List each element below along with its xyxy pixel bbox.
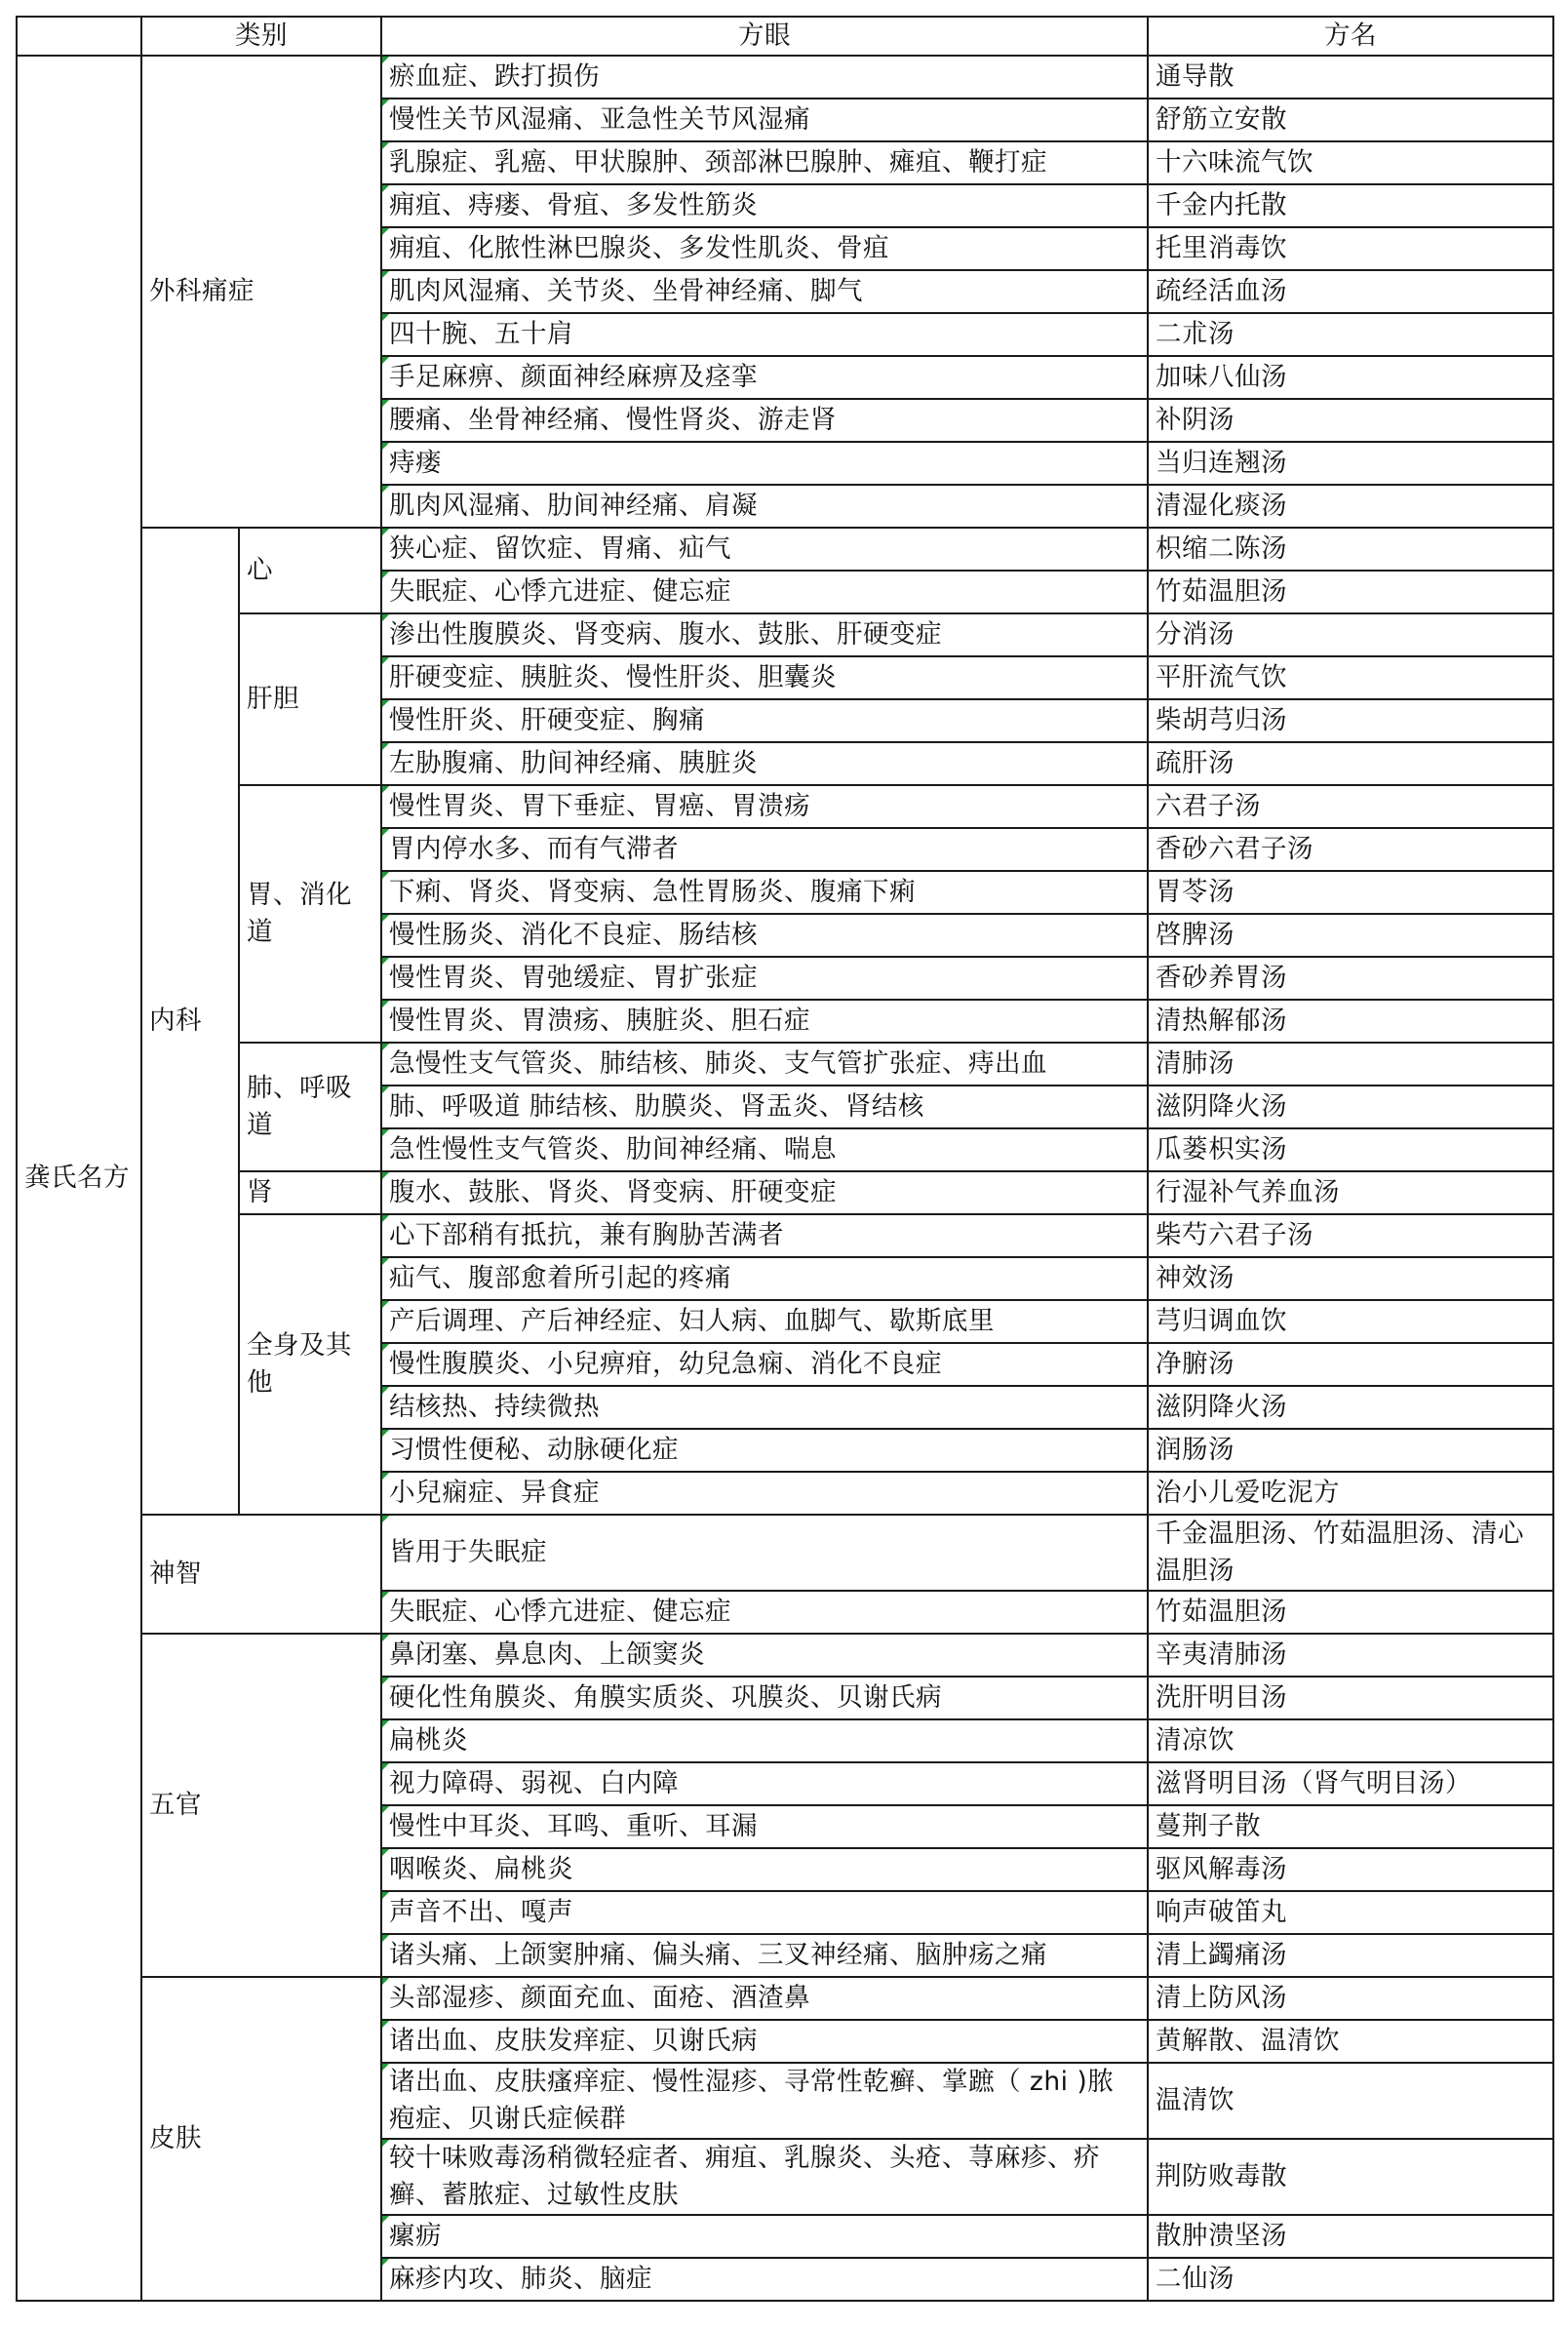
formula-cell: 驱风解毒汤 [1148,1848,1553,1891]
table-row [17,1171,1553,1214]
formula-cell: 散肿溃坚汤 [1148,2215,1553,2258]
formula-cell: 滋阴降火汤 [1148,1086,1553,1128]
formula-cell: 六君子汤 [1148,785,1553,828]
formula-cell: 啓脾汤 [1148,914,1553,957]
header-blank-cell [17,17,141,56]
root-label-cell: 龚氏名方 [17,56,141,2301]
header-symptom: 方眼 [381,17,1148,56]
group-pifu: 皮肤 [141,1977,381,2301]
symptom-cell: 腰痛、坐骨神经痛、慢性肾炎、游走肾 [381,399,1148,442]
symptom-cell: 手足麻痹、颜面神经麻痹及痉挛 [381,356,1148,399]
formula-cell: 清上蠲痛汤 [1148,1934,1553,1977]
group-waike: 外科痛症 [141,56,381,528]
symptom-cell: 痈疽、痔瘘、骨疽、多发性筋炎 [381,184,1148,227]
symptom-cell: 视力障碍、弱视、白内障 [381,1762,1148,1805]
prescription-sheet [16,16,1554,2302]
formula-cell: 瓜蒌枳实汤 [1148,1128,1553,1171]
symptom-cell: 瘀血症、跌打损伤 [381,56,1148,99]
table-row [17,1977,1553,2020]
formula-cell: 行湿补气养血汤 [1148,1171,1553,1214]
symptom-cell: 习惯性便秘、动脉硬化症 [381,1429,1148,1472]
table-row [17,528,1553,571]
symptom-cell: 乳腺症、乳癌、甲状腺肿、颈部淋巴腺肿、瘫疽、鞭打症 [381,141,1148,184]
header-formula: 方名 [1148,17,1553,56]
formula-cell: 疏经活血汤 [1148,270,1553,313]
subgroup-gandan: 肝胆 [239,613,381,785]
formula-cell: 清湿化痰汤 [1148,485,1553,528]
symptom-cell: 小兒痫症、异食症 [381,1472,1148,1515]
formula-cell: 千金内托散 [1148,184,1553,227]
symptom-cell: 鼻闭塞、鼻息肉、上颌窦炎 [381,1634,1148,1677]
formula-cell: 加味八仙汤 [1148,356,1553,399]
table-row [17,785,1553,828]
formula-cell: 香砂六君子汤 [1148,828,1553,871]
symptom-cell: 诸出血、皮肤瘙痒症、慢性湿疹、寻常性乾癣、掌蹠（ zhi )脓疱症、贝谢氏症候群 [381,2063,1148,2139]
formula-cell: 辛夷清肺汤 [1148,1634,1553,1677]
symptom-cell: 皆用于失眠症 [381,1515,1148,1591]
table-row [17,613,1553,656]
formula-cell: 香砂养胃汤 [1148,957,1553,1000]
symptom-cell: 心下部稍有抵抗，兼有胸胁苦满者 [381,1214,1148,1257]
prescription-table [16,16,1554,2302]
group-shenzhi: 神智 [141,1515,381,1634]
formula-cell: 胃苓汤 [1148,871,1553,914]
formula-cell: 平肝流气饮 [1148,656,1553,699]
symptom-cell: 瘰疬 [381,2215,1148,2258]
symptom-cell: 产后调理、产后神经症、妇人病、血脚气、歇斯底里 [381,1300,1148,1343]
formula-cell: 洗肝明目汤 [1148,1677,1553,1719]
table-row [17,1515,1553,1591]
formula-cell: 温清饮 [1148,2063,1553,2139]
symptom-cell: 咽喉炎、扁桃炎 [381,1848,1148,1891]
symptom-cell: 渗出性腹膜炎、肾变病、腹水、鼓胀、肝硬变症 [381,613,1148,656]
formula-cell: 千金温胆汤、竹茹温胆汤、清心温胆汤 [1148,1515,1553,1591]
symptom-cell: 慢性肝炎、肝硬变症、胸痛 [381,699,1148,742]
formula-cell: 治小儿爱吃泥方 [1148,1472,1553,1515]
symptom-cell: 肝硬变症、胰脏炎、慢性肝炎、胆囊炎 [381,656,1148,699]
subgroup-fei: 肺、呼吸道 [239,1043,381,1171]
formula-cell: 舒筋立安散 [1148,99,1553,141]
formula-cell: 二仙汤 [1148,2258,1553,2301]
formula-cell: 芎归调血饮 [1148,1300,1553,1343]
formula-cell: 十六味流气饮 [1148,141,1553,184]
symptom-cell: 慢性肠炎、消化不良症、肠结核 [381,914,1148,957]
formula-cell: 滋阴降火汤 [1148,1386,1553,1429]
symptom-cell: 左胁腹痛、肋间神经痛、胰脏炎 [381,742,1148,785]
symptom-cell: 肌肉风湿痛、肋间神经痛、肩凝 [381,485,1148,528]
symptom-cell: 慢性胃炎、胃溃疡、胰脏炎、胆石症 [381,1000,1148,1043]
formula-cell: 清上防风汤 [1148,1977,1553,2020]
symptom-cell: 下痢、肾炎、肾变病、急性胃肠炎、腹痛下痢 [381,871,1148,914]
group-neike: 内科 [141,528,239,1515]
subgroup-shen: 肾 [239,1171,381,1214]
symptom-cell: 慢性腹膜炎、小兒痹疳，幼兒急痫、消化不良症 [381,1343,1148,1386]
header-category: 类别 [141,17,381,56]
formula-cell: 竹茹温胆汤 [1148,1591,1553,1634]
symptom-cell: 麻疹内攻、肺炎、脑症 [381,2258,1148,2301]
symptom-cell: 急慢性支气管炎、肺结核、肺炎、支气管扩张症、痔出血 [381,1043,1148,1086]
subgroup-wei: 胃、消化道 [239,785,381,1043]
symptom-cell: 失眠症、心悸亢进症、健忘症 [381,571,1148,613]
formula-cell: 竹茹温胆汤 [1148,571,1553,613]
symptom-cell: 肺、呼吸道 肺结核、肋膜炎、肾盂炎、肾结核 [381,1086,1148,1128]
formula-cell: 清肺汤 [1148,1043,1553,1086]
formula-cell: 枳缩二陈汤 [1148,528,1553,571]
symptom-cell: 腹水、鼓胀、肾炎、肾变病、肝硬变症 [381,1171,1148,1214]
symptom-cell: 慢性中耳炎、耳鸣、重听、耳漏 [381,1805,1148,1848]
formula-cell: 当归连翘汤 [1148,442,1553,485]
formula-cell: 分消汤 [1148,613,1553,656]
symptom-cell: 硬化性角膜炎、角膜实质炎、巩膜炎、贝谢氏病 [381,1677,1148,1719]
formula-cell: 通导散 [1148,56,1553,99]
formula-cell: 神效汤 [1148,1257,1553,1300]
symptom-cell: 疝气、腹部愈着所引起的疼痛 [381,1257,1148,1300]
symptom-cell: 诸头痛、上颌窦肿痛、偏头痛、三叉神经痛、脑肿疡之痛 [381,1934,1148,1977]
formula-cell: 二朮汤 [1148,313,1553,356]
table-row [17,1214,1553,1257]
formula-cell: 净腑汤 [1148,1343,1553,1386]
symptom-cell: 诸出血、皮肤发痒症、贝谢氏病 [381,2020,1148,2063]
symptom-cell: 痈疽、化脓性淋巴腺炎、多发性肌炎、骨疽 [381,227,1148,270]
formula-cell: 润肠汤 [1148,1429,1553,1472]
formula-cell: 荆防败毒散 [1148,2139,1553,2215]
symptom-cell: 较十味败毒汤稍微轻症者、痈疽、乳腺炎、头疮、荨麻疹、疥癣、蓄脓症、过敏性皮肤 [381,2139,1148,2215]
formula-cell: 滋肾明目汤（肾气明目汤） [1148,1762,1553,1805]
symptom-cell: 失眠症、心悸亢进症、健忘症 [381,1591,1148,1634]
symptom-cell: 头部湿疹、颜面充血、面疮、酒渣鼻 [381,1977,1148,2020]
formula-cell: 疏肝汤 [1148,742,1553,785]
symptom-cell: 急性慢性支气管炎、肋间神经痛、喘息 [381,1128,1148,1171]
symptom-cell: 慢性胃炎、胃下垂症、胃癌、胃溃疡 [381,785,1148,828]
symptom-cell: 结核热、持续微热 [381,1386,1148,1429]
table-row [17,1043,1553,1086]
symptom-cell: 痔瘘 [381,442,1148,485]
formula-cell: 托里消毒饮 [1148,227,1553,270]
header-row [17,17,1553,56]
formula-cell: 蔓荆子散 [1148,1805,1553,1848]
symptom-cell: 四十腕、五十肩 [381,313,1148,356]
formula-cell: 响声破笛丸 [1148,1891,1553,1934]
symptom-cell: 慢性胃炎、胃弛缓症、胃扩张症 [381,957,1148,1000]
symptom-cell: 胃内停水多、而有气滞者 [381,828,1148,871]
formula-cell: 柴胡芎归汤 [1148,699,1553,742]
symptom-cell: 狭心症、留饮症、胃痛、疝气 [381,528,1148,571]
subgroup-quanshen: 全身及其他 [239,1214,381,1515]
symptom-cell: 慢性关节风湿痛、亚急性关节风湿痛 [381,99,1148,141]
formula-cell: 清热解郁汤 [1148,1000,1553,1043]
group-wuguan: 五官 [141,1634,381,1977]
formula-cell: 黄解散、温清饮 [1148,2020,1553,2063]
subgroup-xin: 心 [239,528,381,613]
symptom-cell: 肌肉风湿痛、关节炎、坐骨神经痛、脚气 [381,270,1148,313]
formula-cell: 柴芍六君子汤 [1148,1214,1553,1257]
formula-cell: 清凉饮 [1148,1719,1553,1762]
formula-cell: 补阴汤 [1148,399,1553,442]
symptom-cell: 声音不出、嘎声 [381,1891,1148,1934]
table-row [17,1634,1553,1677]
symptom-cell: 扁桃炎 [381,1719,1148,1762]
table-row [17,56,1553,99]
